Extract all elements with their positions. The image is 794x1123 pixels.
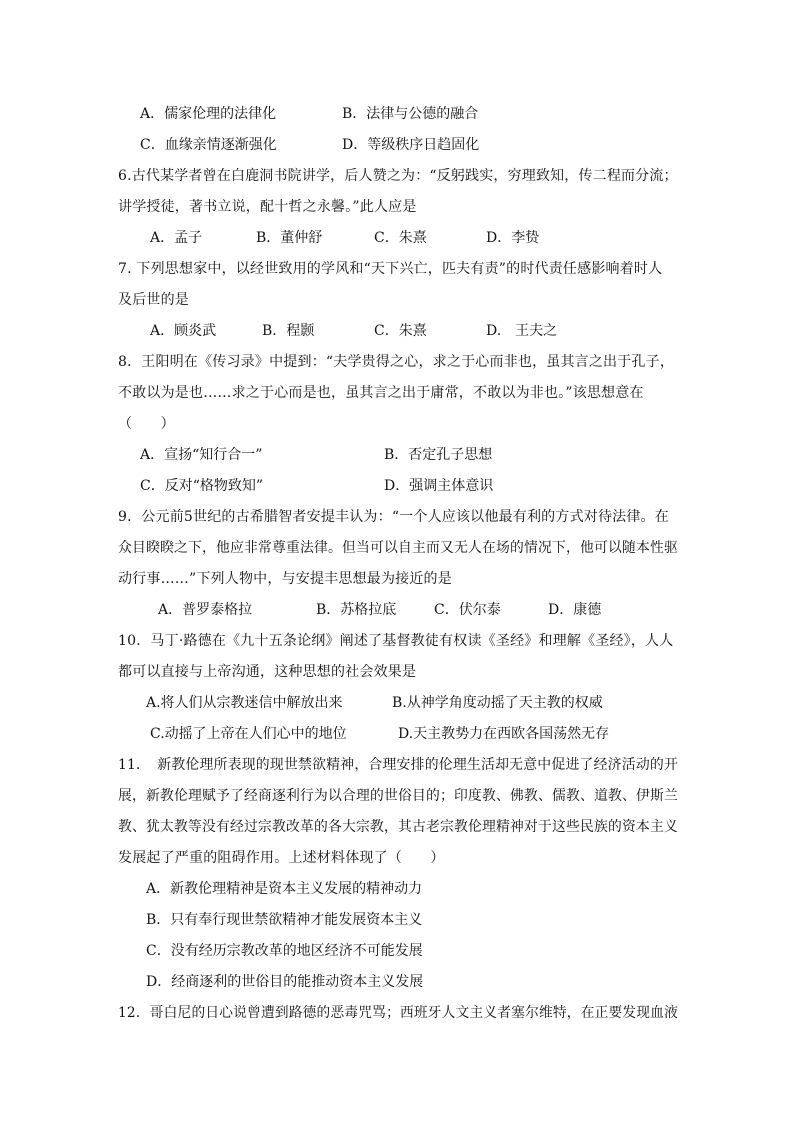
q8-stem-line-3: （ ）	[118, 416, 175, 432]
q9-option-c: C．伏尔泰	[434, 602, 501, 618]
q5-option-c: C．血缘亲情逐渐强化	[140, 137, 277, 153]
q12-stem-line-1: 12．哥白尼的日心说曾遭到路德的恶毒咒骂；西班牙人文主义者塞尔维特，在正要发现血液	[118, 1005, 679, 1021]
q11-option-d: D．经商逐利的世俗目的能推动资本主义发展	[146, 974, 424, 990]
q6-option-b: B．董仲舒	[256, 230, 323, 246]
q10-option-b: B.从神学角度动摇了天主教的权威	[392, 695, 603, 711]
q11-option-c: C．没有经历宗教改革的地区经济不可能发展	[146, 943, 423, 959]
q10-stem-line-2: 都可以直接与上帝沟通，这种思想的社会效果是	[118, 664, 417, 680]
q9-option-d: D．康德	[548, 602, 602, 618]
q9-option-a: A．普罗泰格拉	[158, 602, 253, 618]
q11-stem-line-1: 11． 新教伦理所表现的现世禁欲精神，合理安排的伦理生活却无意中促进了经济活动的开	[118, 757, 679, 773]
q8-option-b: B．否定孔子思想	[384, 447, 493, 463]
q7-option-d: D. 王夫之	[486, 323, 558, 339]
q6-stem-line-2: 讲学授徒，著书立说，配十哲之永馨。”此人应是	[118, 199, 417, 215]
q8-option-d: D．强调主体意识	[384, 478, 494, 494]
q7-stem-line-1: 7. 下列思想家中，以经世致用的学风和“天下兴亡，匹夫有责”的时代责任感影响着时人	[118, 261, 663, 277]
q9-option-b: B．苏格拉底	[316, 602, 397, 618]
q8-stem-line-2: 不敢以为是也……求之于心而是也，虽其言之出于庸常，不敢以为非也。”该思想意在	[118, 385, 644, 401]
q11-stem-line-4: 发展起了严重的阻碍作用。上述材料体现了（ ）	[118, 850, 445, 866]
q11-option-b: B．只有奉行现世禁欲精神才能发展资本主义	[146, 912, 423, 928]
q6-option-d: D．李贽	[486, 230, 540, 246]
q10-option-a: A.将人们从宗教迷信中解放出来	[146, 695, 343, 711]
q9-stem-line-3: 动行事……”下列人物中，与安提丰思想最为接近的是	[118, 571, 452, 587]
q10-option-c: C.动摇了上帝在人们心中的地位	[150, 726, 347, 742]
q7-option-a: A．顾炎武	[150, 323, 217, 339]
q11-stem-line-2: 展，新教伦理赋予了经商逐利行为以合理的世俗目的；印度教、佛教、儒教、道教、伊斯兰	[118, 788, 678, 804]
q7-option-c: C．朱熹	[374, 323, 427, 339]
q8-stem-line-1: 8．王阳明在《传习录》中提到：“夫学贵得之心，求之于心而非也，虽其言之出于孔子，	[118, 354, 675, 370]
q11-option-a: A．新教伦理精神是资本主义发展的精神动力	[146, 881, 423, 897]
q10-stem-line-1: 10．马丁·路德在《九十五条论纲》阐述了基督教徒有权读《圣经》和理解《圣经》，人人	[118, 633, 674, 649]
q9-stem-line-1: 9．公元前5世纪的古希腊智者安提丰认为：“一个人应该以他最有利的方式对待法律。在	[118, 509, 669, 525]
q6-option-c: C．朱熹	[374, 230, 427, 246]
q5-option-d: D．等级秩序日趋固化	[342, 137, 480, 153]
q6-option-a: A．孟子	[150, 230, 203, 246]
q8-option-c: C．反对“格物致知”	[140, 478, 264, 494]
q9-stem-line-2: 众目睽睽之下，他应非常尊重法律。但当可以自主而又无人在场的情况下，他可以随本性驱	[118, 540, 678, 556]
q7-stem-line-2: 及后世的是	[118, 292, 189, 308]
q5-option-b: B．法律与公德的融合	[342, 106, 479, 122]
q5-option-a: A．儒家伦理的法律化	[140, 106, 277, 122]
q7-option-b: B．程颢	[262, 323, 315, 339]
q11-stem-line-3: 教、犹太教等没有经过宗教改革的各大宗教，其古老宗教伦理精神对于这些民族的资本主义	[118, 819, 678, 835]
q10-option-d: D.天主教势力在西欧各国荡然无存	[398, 726, 610, 742]
q6-stem-line-1: 6.古代某学者曾在白鹿洞书院讲学，后人赞之为：“反躬践实，穷理致知，传二程而分流；	[118, 168, 678, 184]
q8-option-a: A．宣扬“知行合一”	[140, 447, 263, 463]
